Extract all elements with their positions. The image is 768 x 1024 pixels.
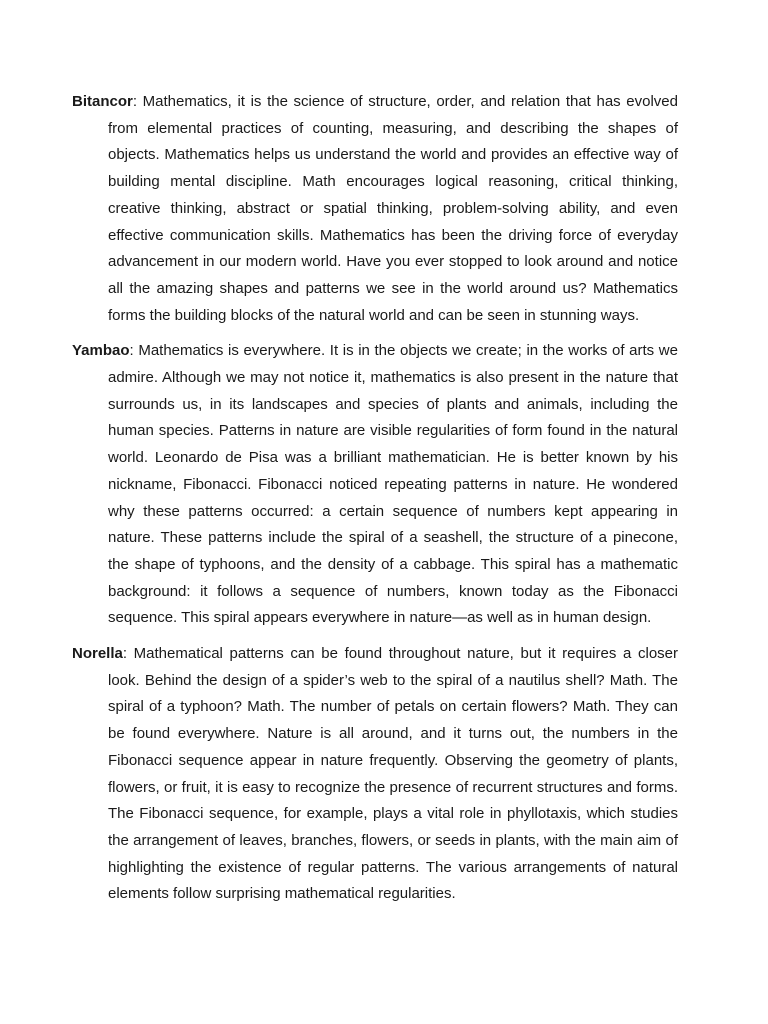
speaker-name: Norella xyxy=(72,645,123,663)
speaker-name: Yambao xyxy=(72,342,130,360)
paragraph-bitancor xyxy=(72,89,678,329)
paragraph-text: : Mathematical patterns can be found throughout nature, but it requires a closer look. Behind the design of a spider’s web to the spiral of a nautilus shell? Math. The spiral of a typhoon? Math. The number of petals on certain flowers? Math. They can be found everywhere. Nature is all around, and it turns out, the numbers in the Fibonacci sequence appear in nature frequently. Observing the geometry of plants, flowers, or fruit, it is easy to recognize the presence of recurrent structures and forms. The Fibonacci sequence, for example, plays a vital role in phyllotaxis, which studies the arrangement of leaves, branches, flowers, or seeds in plants, with the main aim of highlighting the existence of regular patterns. The various arrangements of natural elements follow surprising mathematical regularities. xyxy=(108,645,678,903)
paragraph-text: : Mathematics, it is the science of structure, order, and relation that has evolved from elemental practices of counting, measuring, and describing the shapes of objects. Mathematics helps us understand the world and provides an effective way of building mental discipline. Math encourages logical reasoning, critical thinking, creative thinking, abstract or spatial thinking, problem-solving ability, and even effective communication skills. Mathematics has been the driving force of everyday advancement in our modern world. Have you ever stopped to look around and notice all the amazing shapes and patterns we see in the world around us? Mathematics forms the building blocks of the natural world and can be seen in stunning ways. xyxy=(108,93,678,324)
document-page xyxy=(72,89,678,917)
paragraph-norella xyxy=(72,641,678,908)
speaker-name: Bitancor xyxy=(72,93,133,110)
paragraph-text: : Mathematics is everywhere. It is in the objects we create; in the works of arts we admire. Although we may not notice it, mathematics is also present in the nature that surrounds us, in its landscapes and species of plants and animals, including the human species. Patterns in nature are visible regularities of form found in the natural world. Leonardo de Pisa was a brilliant mathematician. He is better known by his nickname, Fibonacci. Fibonacci noticed repeating patterns in nature. He wondered why these patterns occurred: a certain sequence of numbers kept appearing in nature. These patterns include the spiral of a seashell, the structure of a pinecone, the shape of typhoons, and the density of a cabbage. This spiral has a mathematic background: it follows a sequence of numbers, known today as the Fibonacci sequence. This spiral appears everywhere in nature—as well as in human design. xyxy=(108,342,678,627)
paragraph-yambao xyxy=(72,338,678,632)
